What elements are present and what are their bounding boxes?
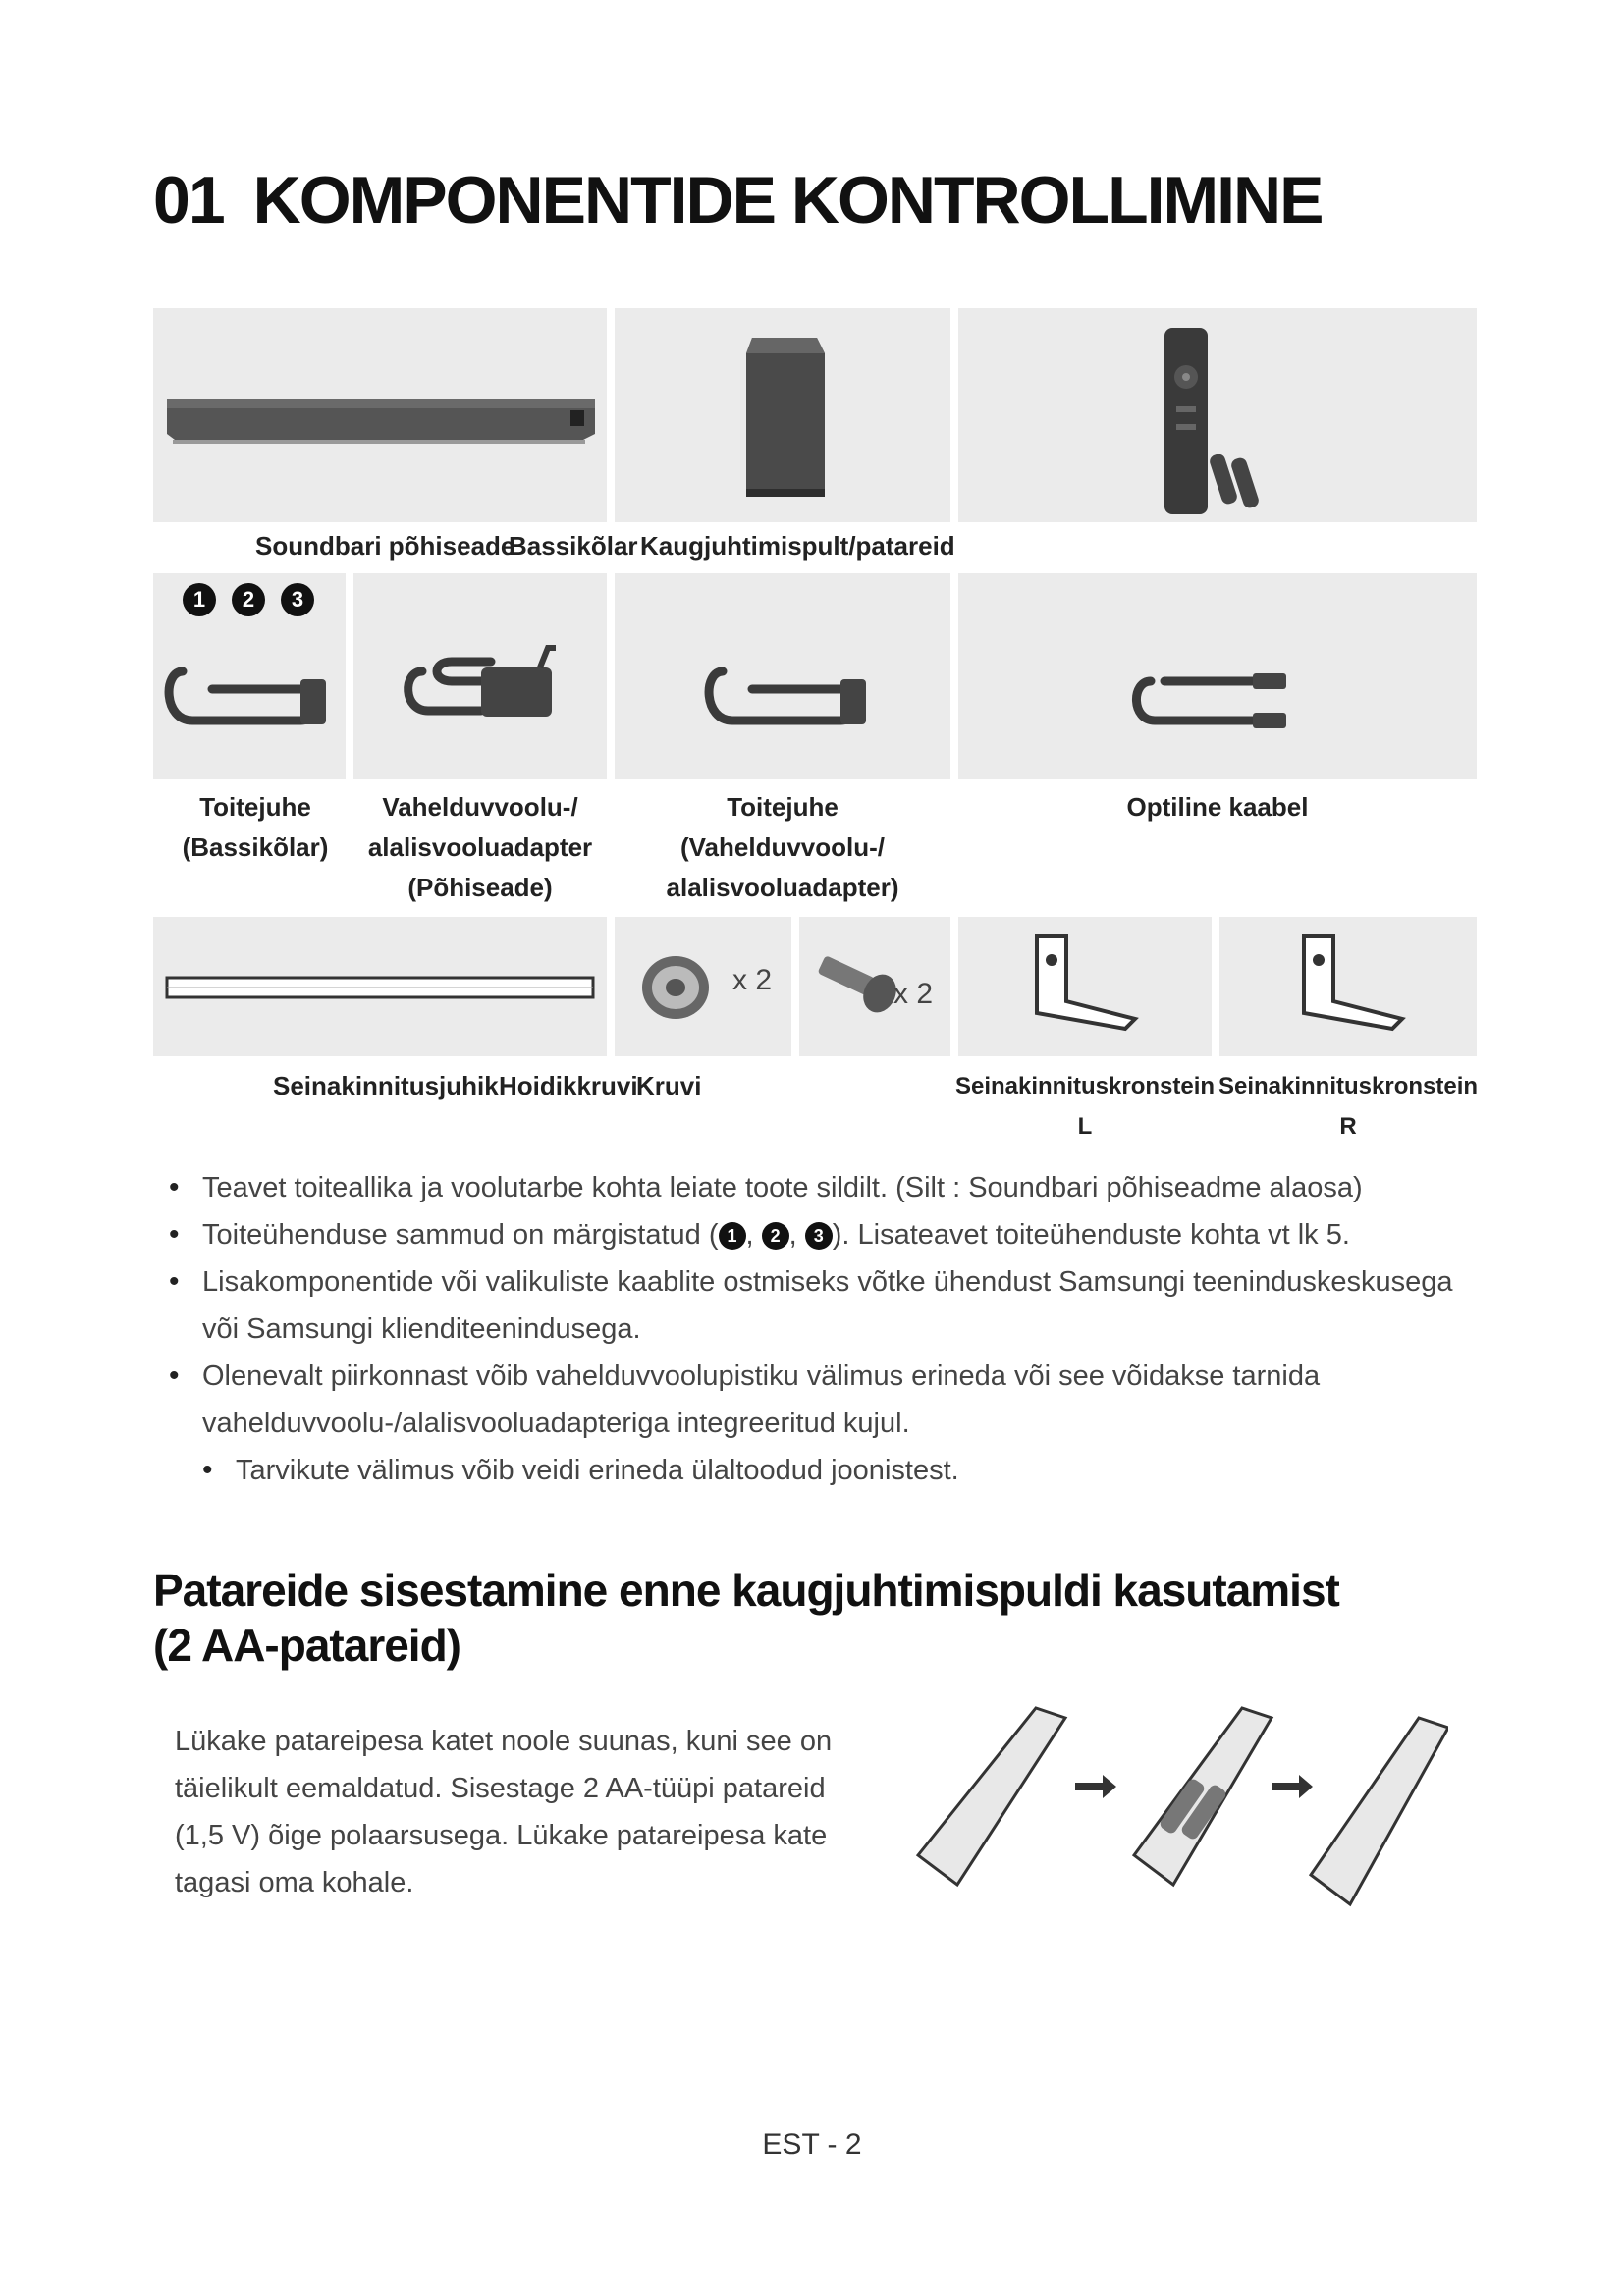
screw-qty: x 2 — [893, 978, 934, 1010]
bracket-icon — [1219, 917, 1477, 1056]
caption-bracket-l: Seinakinnituskronstein L — [954, 1073, 1216, 1140]
power-cord-icon — [615, 573, 950, 779]
holder-qty: x 2 — [732, 964, 773, 996]
battery-instructions: Lükake patareipesa katet noole suunas, kuni see on täielikult eemaldatud. Sisestage 2 AA-tüüpi patareid (1,5 V) õige polaarsusega. Lükake patareipesa kate tagasi oma kohale. — [175, 1726, 833, 1898]
caption-subwoofer: Bassikõlar — [509, 531, 638, 561]
step-2-badge: 2 — [232, 583, 265, 616]
battery-insertion-illustration — [889, 1688, 1448, 1924]
caption-guide: Seinakinnitusjuhik — [273, 1071, 499, 1100]
caption-power-cord-sub: Toitejuhe (Bassikõlar) — [182, 792, 329, 862]
caption-remote: Kaugjuhtimispult/patareid — [640, 531, 955, 561]
soundbar-icon — [153, 308, 607, 522]
soundbar-image — [153, 308, 607, 522]
guide-icon — [153, 917, 607, 1056]
bracket-r-image — [1219, 917, 1477, 1056]
power-cord-adapter-image — [615, 573, 950, 779]
caption-screw: Kruvi — [636, 1071, 702, 1100]
note-item: • Lisakomponentide või valikuliste kaablite ostmiseks võtke ühendust Samsungi teeninduskeskusega või Samsungi klienditeenindusega. — [169, 1258, 1485, 1353]
adapter-image — [353, 573, 607, 779]
note-item: • Olenevalt piirkonnast võib vahelduvvoolupistiku välimus erineda või see võidakse tarnida vahelduvvoolu-/alalisvooluadapteriga integreeritud kujul. — [169, 1353, 1485, 1447]
optical-cable-icon — [958, 573, 1477, 779]
notes-list — [169, 1164, 1485, 1494]
wall-mount-guide-image — [153, 917, 607, 1056]
screw-image — [799, 917, 950, 1056]
step-3-badge: 3 — [281, 583, 314, 616]
step-2-badge: 2 — [762, 1222, 789, 1250]
page-number: EST - 2 — [762, 2128, 862, 2161]
section-number: 01 — [153, 163, 224, 238]
battery-heading: Patareide sisestamine enne kaugjuhtimispuldi kasutamist (2 AA-patareid) — [153, 1565, 1339, 1671]
remote-image — [958, 308, 1477, 522]
step-1-badge: 1 — [719, 1222, 746, 1250]
caption-soundbar: Soundbari põhiseade — [255, 531, 515, 561]
remote-icon — [958, 308, 1477, 522]
holder-screw-image — [615, 917, 791, 1056]
optical-cable-image — [958, 573, 1477, 779]
caption-adapter: Vahelduvvoolu-/ alalisvooluadapter (Põhiseade) — [367, 792, 593, 902]
step-1-badge: 1 — [183, 583, 216, 616]
note-item: • Toiteühenduse sammud on märgistatud ( 1 , 2 , 3 ). Lisateavet toiteühenduste kohta vt lk 5. — [169, 1211, 1485, 1258]
caption-holder: Hoidikkruvi — [499, 1071, 638, 1100]
subwoofer-icon — [615, 308, 950, 522]
caption-bracket-r: Seinakinnituskronstein R — [1218, 1073, 1479, 1140]
subwoofer-image — [615, 308, 950, 522]
power-steps — [183, 583, 314, 616]
adapter-icon — [353, 573, 607, 779]
caption-power-cord-adapter: Toitejuhe (Vahelduvvoolu-/ alalisvooluadapter) — [666, 792, 899, 902]
note-item: • Tarvikute välimus võib veidi erineda ülaltoodud joonistest. — [202, 1447, 1485, 1494]
bracket-icon — [958, 917, 1212, 1056]
step-3-badge: 3 — [805, 1222, 833, 1250]
note-item: • Teavet toiteallika ja voolutarbe kohta leiate toote sildilt. (Silt : Soundbari põhiseadme alaosa) — [169, 1164, 1485, 1211]
caption-optical: Optiline kaabel — [1126, 792, 1309, 822]
section-title: KOMPONENTIDE KONTROLLIMINE — [252, 163, 1323, 238]
bracket-l-image — [958, 917, 1212, 1056]
page-title — [153, 162, 1323, 239]
